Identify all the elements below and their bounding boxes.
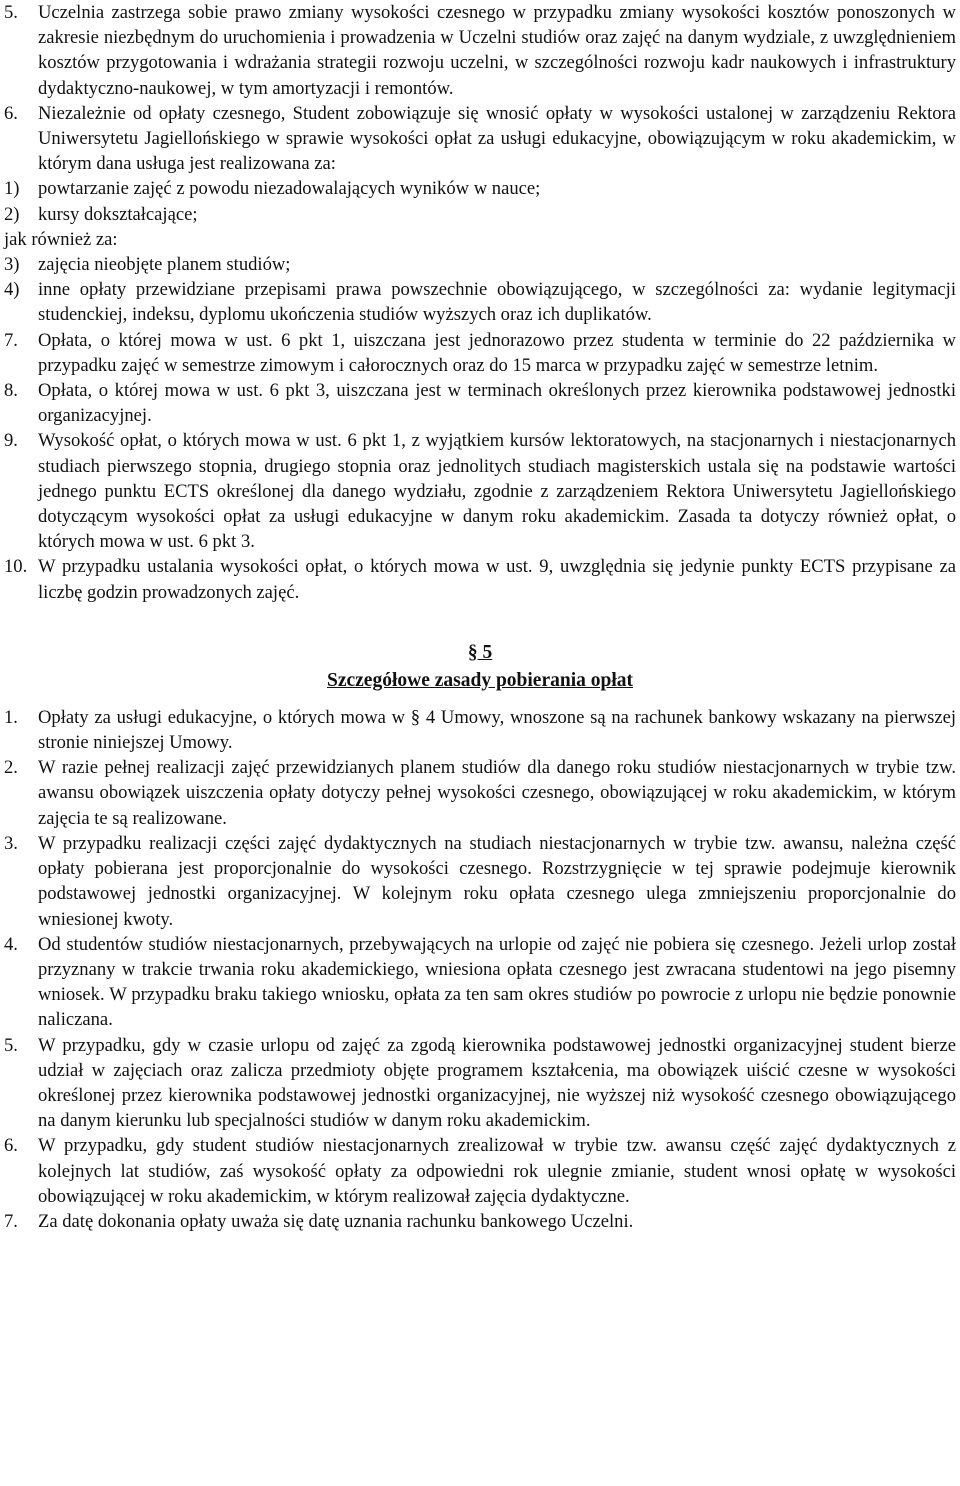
item-number: 5. (4, 2, 18, 23)
item-number: 9. (4, 430, 18, 452)
item-text: Opłata, o której mowa w ust. 6 pkt 3, uiszczana jest w terminach określonych przez kierownika podstawowej jednostki organizacyjnej. (38, 380, 956, 427)
list-item (4, 755, 956, 831)
section-symbol (4, 639, 956, 667)
list-item (4, 0, 956, 101)
sub-item-number: 3) (4, 254, 20, 276)
item-number: 7. (4, 329, 18, 351)
paragraph-list-top (4, 0, 956, 176)
item-number: 6. (4, 1135, 18, 1157)
section-symbol-text: § 5 (467, 641, 493, 663)
item-text: Od studentów studiów niestacjonarnych, przebywających na urlopie od zajęć nie pobiera się czesnego. Jeżeli urlop został przyznany w trakcie trwania roku akademickiego, wniesiona opłata czesnego jest zwracana studentowi na jego pisemny wniosek. W przypadku braku takiego wniosku, opłata za ten sam okres studiów po powrocie z urlopu nie będzie ponownie naliczana. (38, 933, 956, 1031)
list-item (4, 1209, 956, 1234)
paragraph-list-section5 (4, 705, 956, 1234)
item-number: 6. (4, 102, 18, 124)
sub-list-item (4, 202, 956, 227)
item-text: Za datę dokonania opłaty uważa się datę uznania rachunku bankowego Uczelni. (38, 1210, 634, 1232)
item-text: W razie pełnej realizacji zajęć przewidzianych planem studiów dla danego roku studiów niestacjonarnych w trybie tzw. awansu obowiązek uiszczenia opłaty dotyczy pełnej wysokości czesnego, obowiązującej w roku akademickim, w którym zajęcia te są realizowane. (38, 757, 956, 829)
item-number: 7. (4, 1210, 18, 1232)
item-text: Uczelnia zastrzega sobie prawo zmiany wysokości czesnego w przypadku zmiany wysokości kosztów ponoszonych w zakresie niezbędnym do uruchomienia i prowadzenia w Uczelni studiów oraz zajęć na danym wydziale, z uwzględnieniem kosztów przygotowania i wdrażania strategii rozwoju uczelni, w szczególności rozwoju kadr naukowych i infrastruktury dydaktyczno-naukowej, w tym amortyzacji i remontów. (38, 2, 956, 99)
sub-item-number: 4) (4, 279, 20, 301)
sub-item-number: 2) (4, 203, 20, 225)
sub-item-text: powtarzanie zajęć z powodu niezadowalających wyników w nauce; (38, 178, 541, 200)
item-text: Opłata, o której mowa w ust. 6 pkt 1, uiszczana jest jednorazowo przez studenta w terminie do 22 października w przypadku zajęć w semestrze zimowym i całorocznych oraz do 15 marca w przypadku zajęć w semestrze letnim. (38, 329, 956, 376)
item-number: 10. (4, 556, 28, 578)
section-title: Szczegółowe zasady pobierania opłat (326, 669, 634, 691)
sub-list-item (4, 277, 956, 327)
item-text: Wysokość opłat, o których mowa w ust. 6 pkt 1, z wyjątkiem kursów lektoratowych, na stacjonarnych i niestacjonarnych studiach pierwszego stopnia, drugiego stopnia oraz jednolitych studiach magisterskich ustala się na podstawie wartości jednego punktu ECTS określonej dla danego wydziału, zgodnie z zarządzeniem Rektora Uniwersytetu Jagiellońskiego dotyczącym wysokości opłat za usługi edukacyjne w danym roku akademickim. Zasada ta dotyczy również opłat, o których mowa w ust. 6 pkt 3. (38, 430, 956, 553)
list-item (4, 378, 956, 428)
item-number: 1. (4, 706, 18, 728)
list-item (4, 1133, 956, 1209)
list-item (4, 1033, 956, 1134)
list-item (4, 554, 956, 604)
list-item (4, 932, 956, 1033)
item-text: W przypadku realizacji części zajęć dydaktycznych na studiach niestacjonarnych w trybie tzw. awansu, należna część opłaty pobierana jest proporcjonalnie do wysokości czesnego. Rozstrzygnięcie w tej sprawie podejmuje kierownik podstawowej jednostki organizacyjnej. W kolejnym roku opłata czesnego ulega zmniejszeniu proporcjonalnie do wniesionej kwoty. (38, 832, 956, 930)
sub-list-b (4, 252, 956, 328)
item-text: Opłaty za usługi edukacyjne, o których mowa w § 4 Umowy, wnoszone są na rachunek bankowy wskazany na pierwszej stronie niniejszej Umowy. (38, 706, 956, 754)
item-number: 5. (4, 1034, 18, 1056)
list-item (4, 831, 956, 932)
item-text: W przypadku ustalania wysokości opłat, o których mowa w ust. 9, uwzględnia się jedynie punkty ECTS przypisane za liczbę godzin prowadzonych zajęć. (38, 556, 956, 603)
item-number: 4. (4, 933, 18, 955)
sub-list-a (4, 176, 956, 226)
item-number: 3. (4, 832, 18, 854)
list-item (4, 328, 956, 378)
sub-item-text: inne opłaty przewidziane przepisami prawa powszechnie obowiązującego, w szczególności za: wydanie legitymacji studenckiej, indeksu, dyplomu ukończenia studiów wyższych oraz ich duplikatów. (38, 279, 956, 326)
sub-item-text: kursy dokształcające; (38, 203, 198, 225)
list-item (4, 705, 956, 755)
section-heading (4, 639, 956, 695)
item-text: W przypadku, gdy student studiów niestacjonarnych zrealizował w trybie tzw. awansu część zajęć dydaktycznych z kolejnych lat studiów, zaś wysokość opłaty za odpowiedni rok ulegnie zmianie, student wnosi opłatę w wysokości obowiązującej w roku akademickim, w którym realizował zajęcia dydaktyczne. (38, 1135, 956, 1207)
item-text: Niezależnie od opłaty czesnego, Student zobowiązuje się wnosić opłaty w wysokości ustalonej w zarządzeniu Rektora Uniwersytetu Jagiellońskiego w sprawie wysokości opłat za usługi edukacyjne, obowiązującym w roku akademickim, w którym dana usługa jest realizowana za: (38, 102, 956, 175)
item-text: W przypadku, gdy w czasie urlopu od zajęć za zgodą kierownika podstawowej jednostki organizacyjnej student bierze udział w zajęciach oraz zalicza przedmioty objęte programem kształcenia, ma obowiązek uiścić czesne w wysokości określonej przez kierownika podstawowej jednostki organizacyjnej, nie wyższej niż wysokość czesnego obowiązującego na danym kierunku lub specjalności studiów w danym roku akademickim. (38, 1034, 956, 1132)
sub-list-item (4, 176, 956, 201)
list-item (4, 101, 956, 177)
connector-text: jak również za: (4, 228, 118, 250)
list-item (4, 428, 956, 554)
sub-list-item (4, 252, 956, 277)
sub-item-text: zajęcia nieobjęte planem studiów; (38, 254, 291, 276)
paragraph-list-mid (4, 328, 956, 605)
sub-item-number: 1) (4, 178, 20, 200)
item-number: 8. (4, 380, 18, 402)
item-number: 2. (4, 757, 18, 779)
